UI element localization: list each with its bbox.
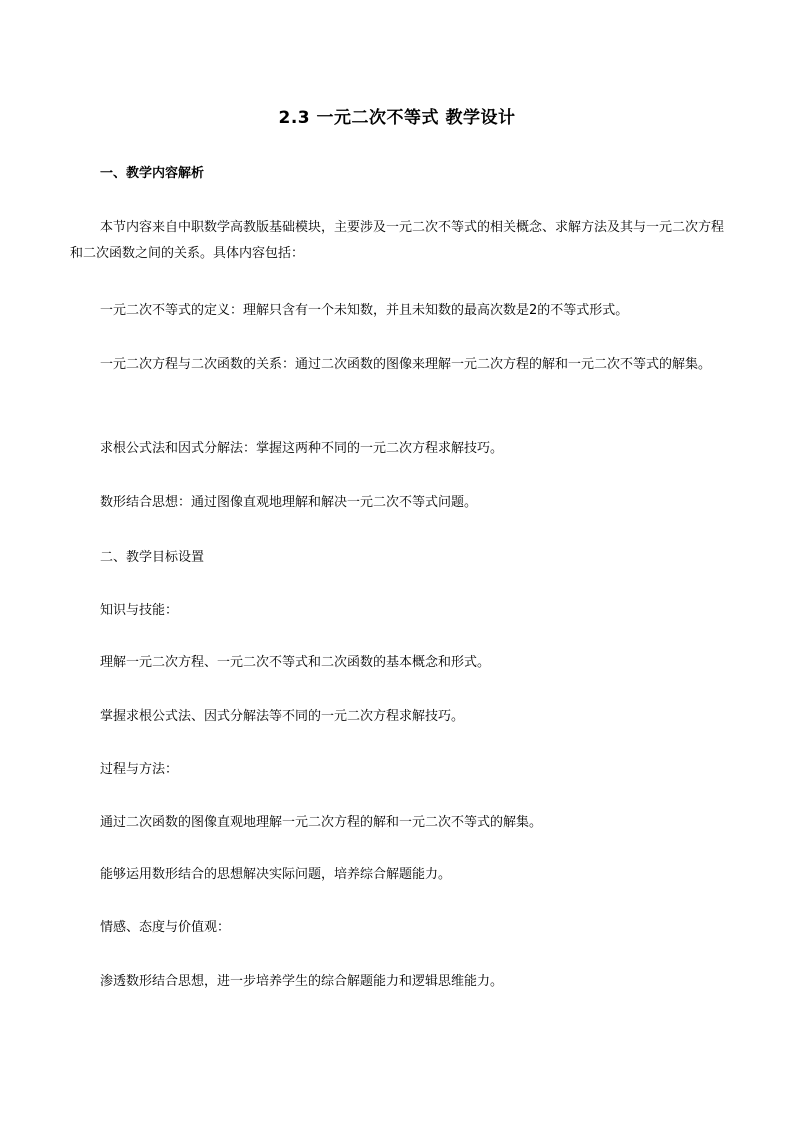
subheading-emotion-values: 情感、态度与价值观： <box>100 920 231 935</box>
paragraph-thinking: 数形结合思想：通过图像直观地理解和解决一元二次不等式问题。 <box>100 495 478 510</box>
paragraph-intro: 本节内容来自中职数学高教版基础模块，主要涉及一元二次不等式的相关概念、求解方法及其与一元二次方程和二次函数之间的关系。具体内容包括： <box>70 220 725 261</box>
subheading-process-methods: 过程与方法： <box>100 762 179 777</box>
section-heading-content-analysis: 一、教学内容解析 <box>100 166 205 181</box>
paragraph-process-2: 能够运用数形结合的思想解决实际问题，培养综合解题能力。 <box>100 867 452 882</box>
paragraph-definition: 一元二次不等式的定义：理解只含有一个未知数，并且未知数的最高次数是2的不等式形式。 <box>100 303 629 318</box>
paragraph-emotion-1: 渗透数形结合思想，进一步培养学生的综合解题能力和逻辑思维能力。 <box>100 974 504 989</box>
section-heading-objectives: 二、教学目标设置 <box>100 550 205 565</box>
subheading-knowledge-skills: 知识与技能： <box>100 603 179 618</box>
paragraph-knowledge-2: 掌握求根公式法、因式分解法等不同的一元二次方程求解技巧。 <box>100 709 465 724</box>
paragraph-process-1: 通过二次函数的图像直观地理解一元二次方程的解和一元二次不等式的解集。 <box>100 815 543 830</box>
paragraph-relation: 一元二次方程与二次函数的关系：通过二次函数的图像来理解一元二次方程的解和一元二次不等式的解集。 <box>100 357 712 372</box>
paragraph-knowledge-1: 理解一元二次方程、一元二次不等式和二次函数的基本概念和形式。 <box>100 655 491 670</box>
paragraph-methods: 求根公式法和因式分解法：掌握这两种不同的一元二次方程求解技巧。 <box>100 441 504 456</box>
document-title: 2.3 一元二次不等式 教学设计 <box>278 108 516 128</box>
